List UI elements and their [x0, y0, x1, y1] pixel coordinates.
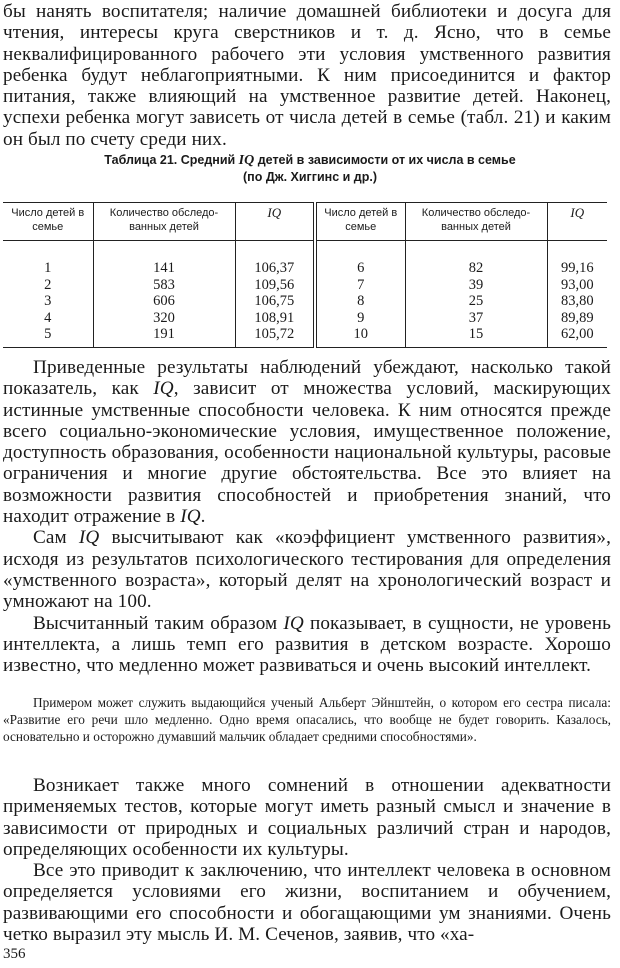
cell-count: 82	[405, 241, 547, 277]
results-text-a: Приведенные результаты наблюдений убеждают, насколько такой показатель, как	[3, 357, 611, 400]
caption-prefix: Таблица 21. Средний	[104, 153, 236, 167]
cell-iq: 99,16	[560, 260, 594, 276]
cell-iq: 109,56	[235, 277, 315, 294]
tempo-text-b: показывает, в сущности, не уровень интеллекта, а лишь темп его развития в детском возрасте. Хорошо известно, что медленно может развиваться и очень высокий интеллект.	[3, 612, 611, 677]
header-iq-2	[547, 203, 607, 241]
cell-children: 7	[315, 277, 405, 294]
header-iq-1-label: IQ	[267, 205, 282, 220]
cell-count: 320	[93, 310, 235, 327]
iq-term: IQ	[283, 612, 304, 634]
cell-children: 8	[315, 293, 405, 310]
cell-iq: 106,75	[235, 293, 315, 310]
cell-iq: 93,00	[560, 276, 594, 293]
cell-count: 25	[405, 293, 547, 310]
table-header-row	[3, 203, 607, 241]
cell-iq: 89,89	[560, 309, 594, 326]
table-row	[3, 326, 607, 347]
cell-children: 9	[315, 310, 405, 327]
iq-term: IQ	[180, 506, 201, 528]
cell-count: 141	[93, 241, 235, 277]
header-count-1: Количество обследо-ванных детей	[93, 203, 235, 241]
paragraph-tests: Возникает также много сомнений в отношении адекватности применяемых тестов, которые могут иметь разный смысл и значение в зависимости от природных и социальных различий стран и народов, определяющих особенности их культуры.	[3, 775, 611, 860]
paragraph-top-text: бы нанять воспитателя; наличие домашней библиотеки и досуга для чтения, интересы круга сверстников и т. д. Ясно, что в семье неквалифицированного рабочего эти условия умственного развития ребенка будут неблагоприятными. К ним присоединится и фактор питания, также влияющий на умственное развитие детей. Наконец, успехи ребенка могут зависеть от числа детей в семье (табл. 21) и каким он был по счету среди них.	[3, 1, 611, 150]
cell-children: 4	[3, 310, 93, 327]
paragraph-iq-tempo	[3, 613, 611, 677]
table-row	[3, 310, 607, 327]
einstein-note-text: Примером может служить выдающийся ученый Альберт Эйнштейн, о котором его сестра писала: «Развитие его речи шло медленно. Одно время опасались, что вообще не будет говорить. Казалось, основательно и осторожно думавший мальчик обладает средними способностями».	[3, 695, 611, 744]
header-iq-2-label: IQ	[570, 205, 585, 220]
cell-iq: 83,80	[560, 293, 594, 309]
header-children-2: Число детей в семье	[315, 203, 405, 241]
page-number: 356	[3, 946, 26, 962]
header-iq-1	[235, 203, 315, 241]
cell-children: 3	[3, 293, 93, 310]
cell-children: 10	[315, 326, 405, 347]
cell-count: 37	[405, 310, 547, 327]
cell-iq: 106,37	[235, 241, 315, 277]
cell-count: 606	[93, 293, 235, 310]
cell-count: 15	[405, 326, 547, 347]
paragraph-results: Приведенные результаты наблюдений убеждают, насколько такой показатель, как IQ, зависит от множества условий, маскирующих истинные умственные способности человека. К ним относятся прежде всего социально-экономические условия, имущественное положение, доступность образования, особенности национальной культуры, расовые ограничения и многие другие обстоятельства. Все это влияет на возможности развития способностей и приобретения знаний, что находит отражение в IQ.	[3, 357, 611, 528]
cell-count: 583	[93, 277, 235, 294]
paragraph-conclusion: Все это приводит к заключению, что интеллект человека в основном определяется условиями его жизни, воспитанием и обучением, развивающими его способности и обогащающими ум знаниями. Очень четко выразил эту мысль И. М. Сеченов, заявив, что «ха-	[3, 860, 611, 946]
cell-iq: 105,72	[235, 326, 315, 347]
cell-children: 2	[3, 277, 93, 294]
definition-text-b: высчитывают как «коэффициент умственного развития», исходя из результатов психологического тестирования для определения «умственного возраста», который делят на хронологический возраст и умножают на 100.	[3, 527, 611, 613]
caption-rest: детей в зависимости от их числа в семье	[257, 153, 516, 167]
results-text-b: , зависит от множества условий, маскирующих истинные умственные способности человека. К ним относятся прежде всего социально-экономические условия, имущественное положение, доступность образования, особенности национальной культуры, расовые ограничения и многие другие обстоятельства. Все это влияет на возможности развития способностей и приобретения знаний, что находит отражение в	[3, 378, 611, 528]
iq-term: IQ	[78, 527, 100, 549]
paragraph-iq-definition	[3, 527, 611, 612]
cell-count: 191	[93, 326, 235, 347]
paragraphs-bottom	[3, 775, 611, 945]
caption-iq: IQ	[238, 153, 255, 168]
cell-count: 39	[405, 277, 547, 294]
header-children-1: Число детей в семье	[3, 203, 93, 241]
definition-text-a: Сам	[33, 527, 67, 549]
cell-children: 6	[315, 241, 405, 277]
cell-iq: 108,91	[235, 310, 315, 327]
iq-table	[3, 202, 607, 348]
einstein-note	[3, 695, 611, 745]
table-caption-line2: (по Дж. Хиггинс и др.)	[243, 170, 377, 184]
paragraph-top	[3, 1, 611, 150]
tempo-text-a: Высчитанный таким образом	[33, 612, 278, 634]
table-caption	[0, 152, 620, 185]
table-row	[3, 293, 607, 310]
cell-children: 5	[3, 326, 93, 347]
cell-iq: 62,00	[547, 326, 607, 347]
header-count-2: Количество обследо-ванных детей	[405, 203, 547, 241]
paragraphs-middle	[3, 357, 611, 676]
table-row	[3, 241, 607, 277]
iq-term: IQ	[153, 378, 174, 400]
table-row	[3, 277, 607, 294]
table-caption-line1	[0, 152, 620, 169]
cell-children: 1	[3, 241, 93, 277]
